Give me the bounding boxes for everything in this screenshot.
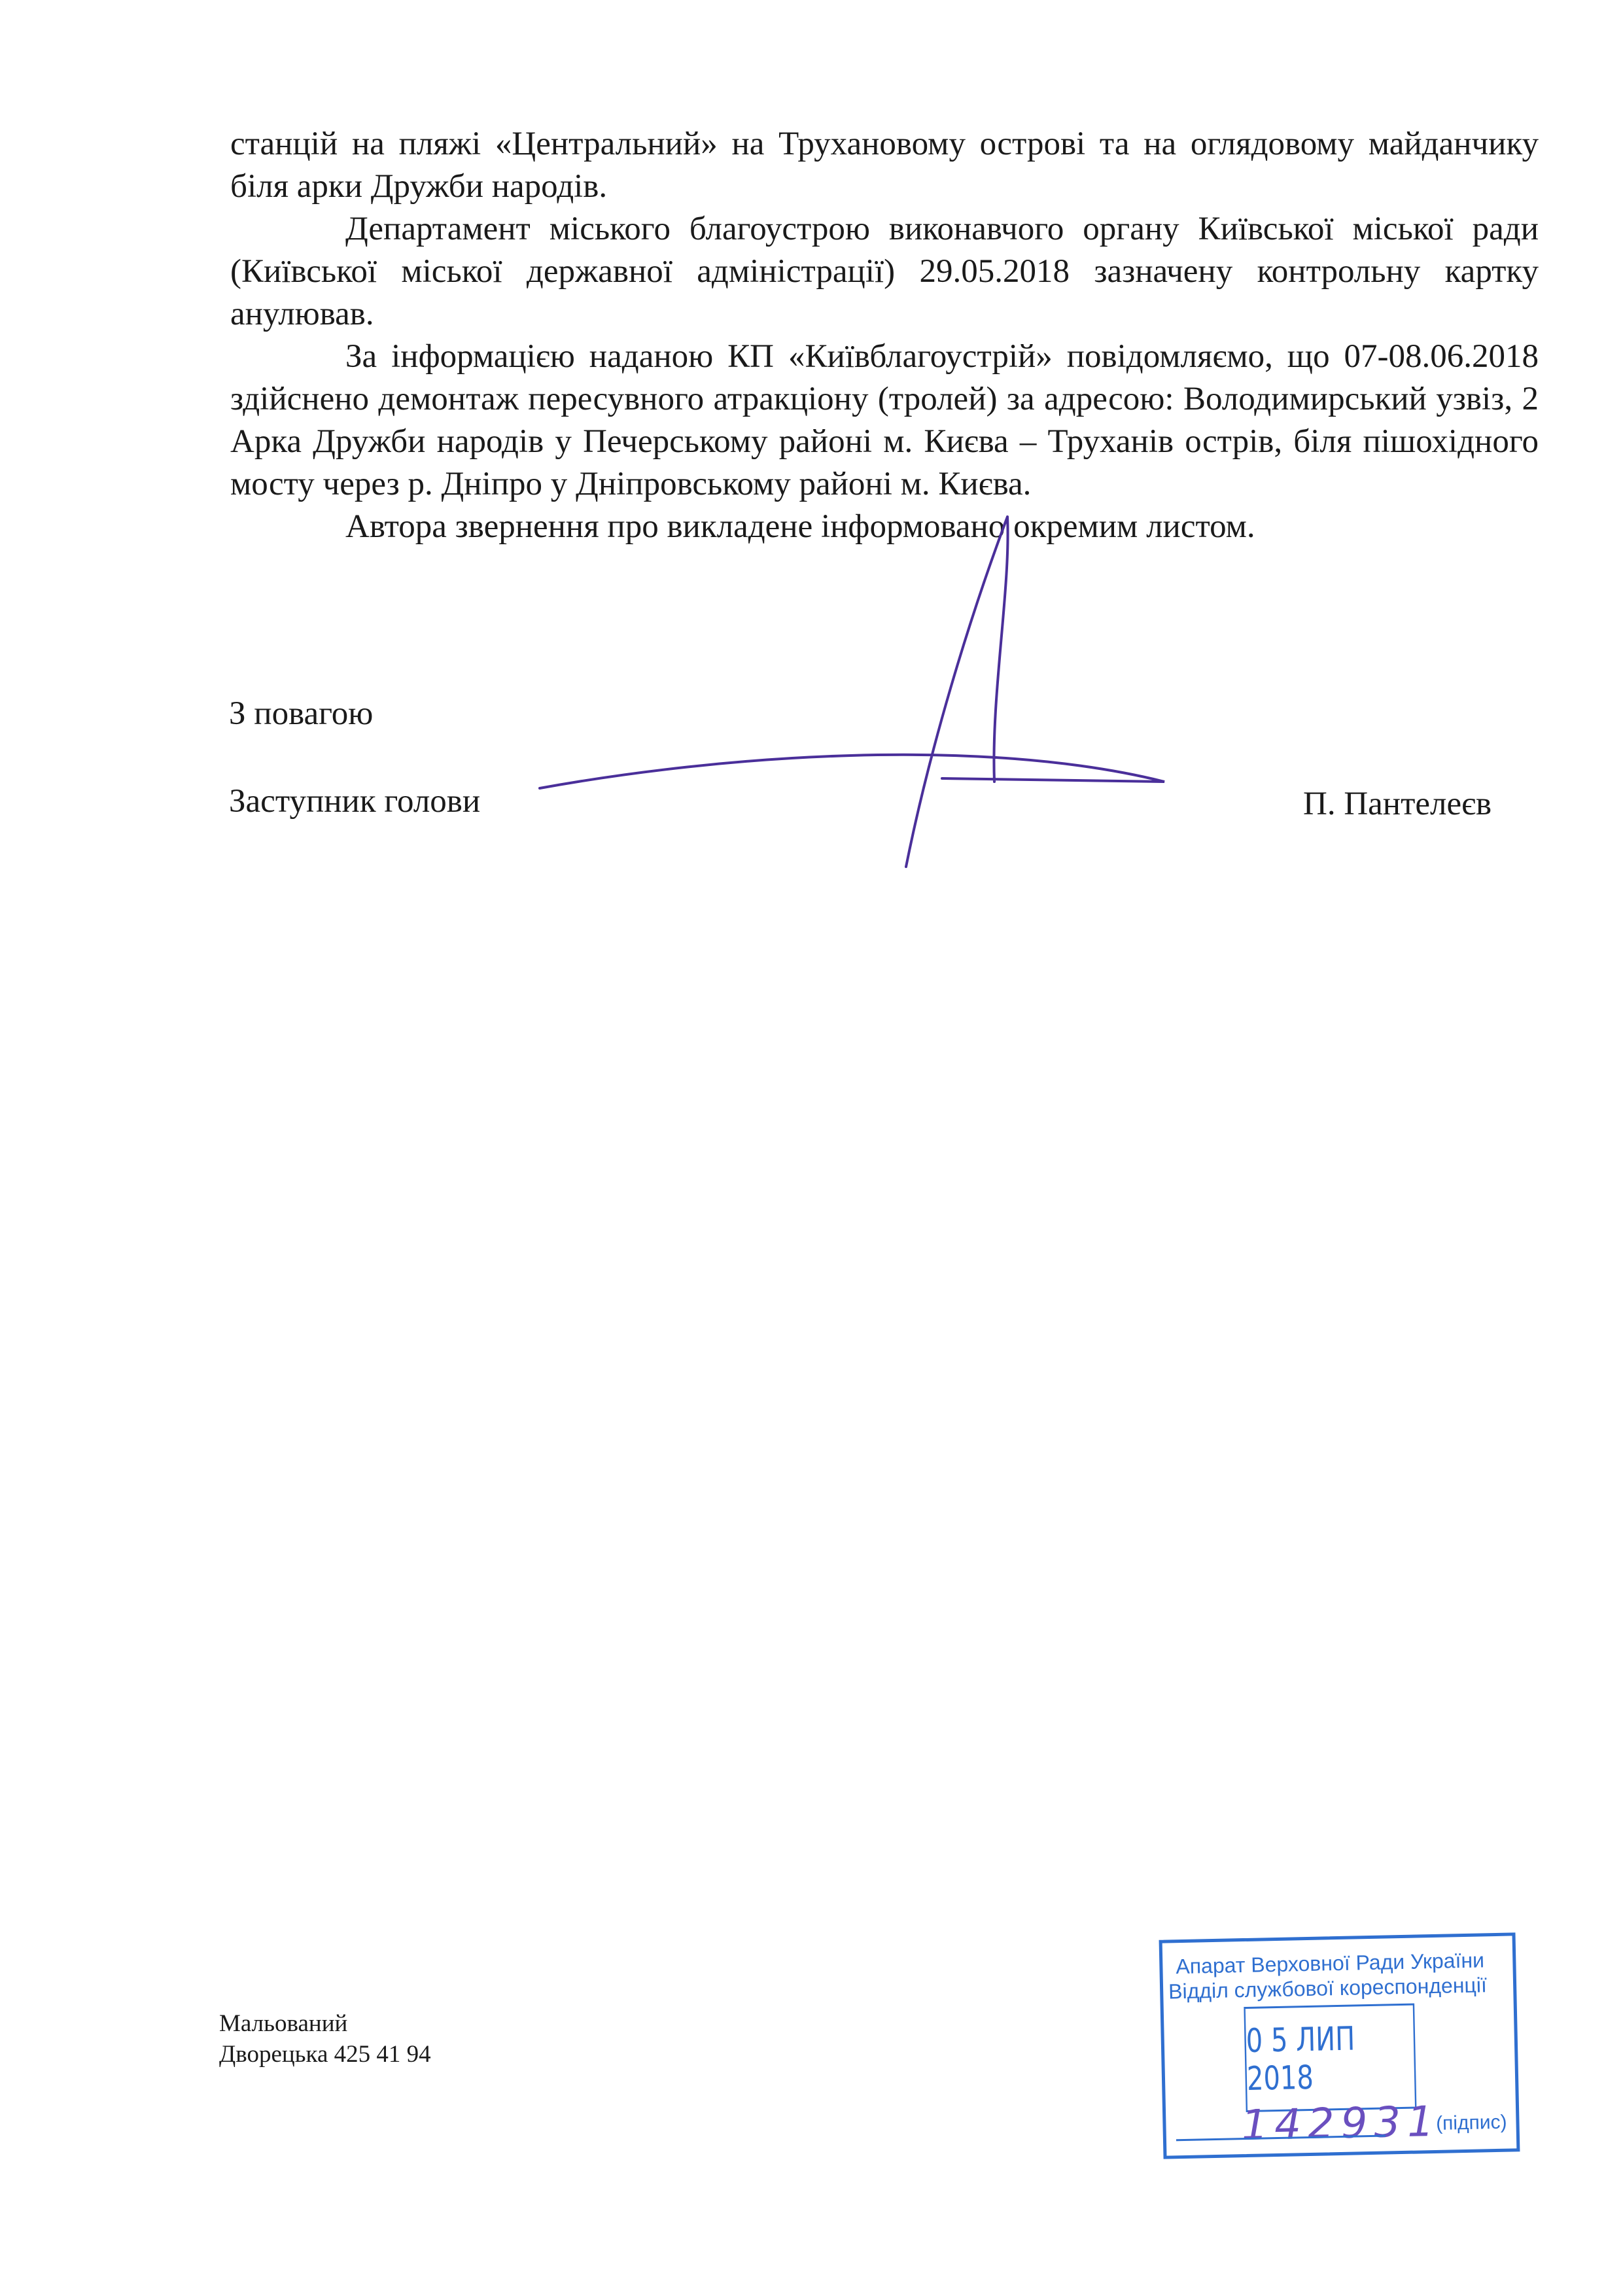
stamp-registration-number: 142931 [1240, 2097, 1441, 2151]
stamp-organization: Апарат Верховної Ради України [1176, 1948, 1485, 1979]
executor-contact: Дворецька 425 41 94 [219, 2041, 431, 2068]
paragraph-continuation: станцій на пляжі «Центральний» на Трухановому острові та на оглядовому майданчику біля арки Дружби народів. [230, 126, 1539, 205]
executor-name: Мальований [219, 2010, 348, 2037]
stamp-department: Відділ службової кореспонденції [1168, 1973, 1488, 2004]
executor-info [219, 2008, 431, 2070]
letter-body [230, 123, 1539, 548]
closing-phrase: З повагою [229, 695, 374, 732]
stamp-signature-label: (підпис) [1435, 2111, 1507, 2134]
signer-name: П. Пантелеєв [1303, 786, 1492, 822]
signer-position: Заступник голови [229, 783, 481, 820]
paragraph-author-informed: Автора звернення про викладене інформовано окремим листом. [345, 508, 1255, 545]
paragraph-department: Департамент міського благоустрою виконавчого органу Київської міської ради (Київської міської державної адміністрації) 29.05.2018 зазначену контрольну картку анулював. [230, 211, 1539, 332]
registration-stamp [1159, 1932, 1520, 2159]
stamp-date-box [1244, 2004, 1416, 2112]
stamp-date: 0 5 ЛИП 2018 [1246, 2019, 1355, 2098]
paragraph-information: За інформацією наданою КП «Київблагоустрій» повідомляємо, що 07-08.06.2018 здійснено демонтаж пересувного атракціону (тролей) за адресою: Володимирський узвіз, 2 Арка Дружби народів у Печерському районі м. Києва – Труханів острів, біля пішохідного мосту через р. Дніпро у Дніпровському районі м. Києва. [230, 338, 1539, 502]
